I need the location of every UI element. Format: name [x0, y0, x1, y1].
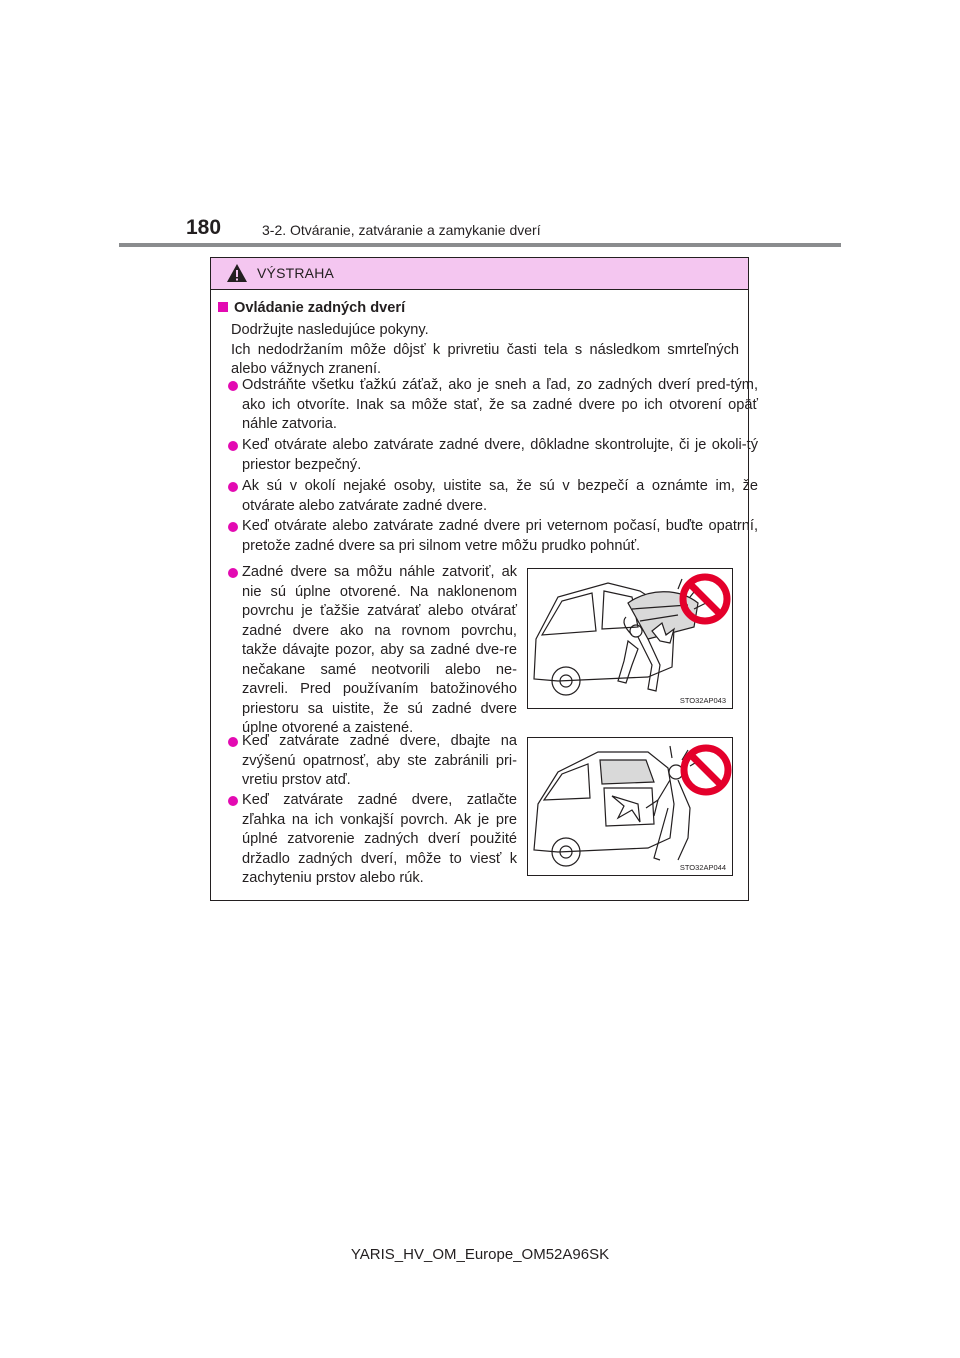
- section-title: 3-2. Otváranie, zatváranie a zamykanie dverí: [262, 222, 541, 238]
- subheading: [218, 300, 405, 316]
- bullet-dot-icon: [228, 381, 238, 391]
- subheading-text: Ovládanie zadných dverí: [234, 300, 406, 316]
- header-rule: [119, 243, 841, 247]
- warning-header: [211, 258, 748, 290]
- bullet-text: Keď zatvárate zadné dvere, zatlačte zľahka na ich vonkajší povrch. Ak je pre úplné zatvorenie zadných dverí použité držadlo zadných dverí, môže to viesť k zachyteniu prstov alebo rúk.: [242, 792, 517, 886]
- illustration-tailgate-fingers: [527, 737, 733, 876]
- bullet-dot-icon: [228, 796, 238, 806]
- bullet-text: Zadné dvere sa môžu náhle zatvoriť, ak nie sú úplne otvorené. Na naklonenom povrchu je ťažšie zatvárať alebo otvárať zadné dvere ako na rovnom povrchu, takže dávajte pozor, aby sa zadné dve-re nečakane samé neotvorili alebo ne-zavreli. Pred používaním batožinového priestoru sa uistite, že sú zadné dvere úplne otvorené a zaistené.: [242, 564, 517, 736]
- car-tailgate-closing-illustration: [528, 738, 732, 875]
- bullet-dot-icon: [228, 737, 238, 747]
- intro-line: Ich nedodržaním môže dôjsť k privretiu časti tela s následkom smrteľných alebo vážnych zranení.: [231, 341, 739, 377]
- figure-code: STO32AP044: [679, 863, 726, 872]
- bullet-dot-icon: [228, 441, 238, 451]
- prohibition-icon: [684, 748, 728, 792]
- bullet-dot-icon: [228, 568, 238, 578]
- bullet-text: Keď zatvárate zadné dvere, dbajte na zvýšenú opatrnosť, aby ste zabránili pri-vretiu prstov atď.: [242, 733, 517, 788]
- square-bullet-icon: [218, 302, 228, 312]
- page-number: 180: [186, 216, 222, 239]
- warning-triangle-icon: [226, 263, 248, 283]
- bullet-dot-icon: [228, 482, 238, 492]
- bullet-dot-icon: [228, 522, 238, 532]
- warning-label: VÝSTRAHA: [257, 265, 335, 281]
- document-id-footer: YARIS_HV_OM_Europe_OM52A96SK: [350, 1246, 610, 1263]
- bullet-text: Ak sú v okolí nejaké osoby, uistite sa, že sú v bezpečí a oznámte im, že otvárate alebo zatvárate zadné dvere.: [242, 478, 758, 514]
- car-tailgate-illustration: [528, 569, 732, 708]
- warning-box: [210, 257, 758, 901]
- bullet-text: Odstráňte všetku ťažkú záťaž, ako je sneh a ľad, zo zadných dverí pred-tým, ako ich otvoríte. Inak sa môže stať, že sa zadné dvere po ich otvorení opäť náhle zatvoria.: [242, 377, 758, 432]
- figure-code: STO32AP043: [679, 696, 726, 705]
- illustration-tailgate-slope: [527, 568, 733, 709]
- bullet-text: Keď otvárate alebo zatvárate zadné dvere pri veternom počasí, buďte opatrní, pretože zadné dvere sa pri silnom vetre môžu prudko pohnúť.: [242, 518, 758, 554]
- bullet-text: Keď otvárate alebo zatvárate zadné dvere, dôkladne skontrolujte, či je okoli-tý priestor bezpečný.: [242, 437, 758, 473]
- intro-text: [231, 321, 739, 380]
- intro-line: Dodržujte nasledujúce pokyny.: [231, 322, 429, 338]
